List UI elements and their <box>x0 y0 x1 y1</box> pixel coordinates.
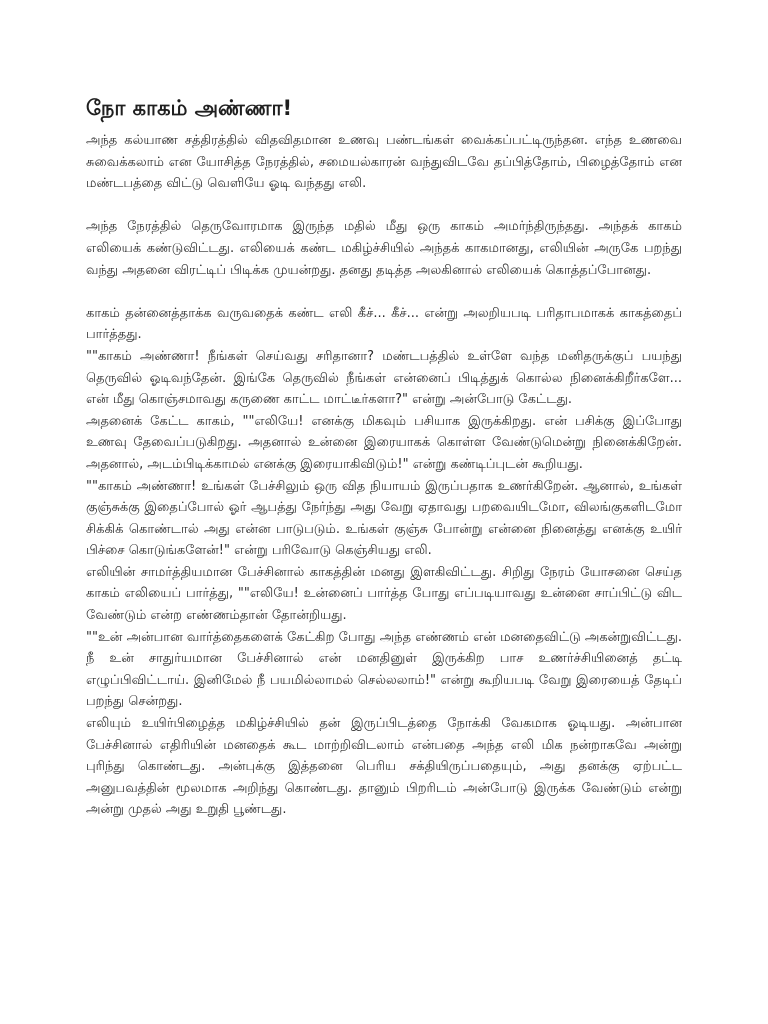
paragraph-3: காகம் தன்னைத்தாக்க வருவதைக் கண்ட எலி கீச்... கீச்... என்று அலறியபடி பரிதாபமாகக் காகத்தைப் பார்த்தது. <box>86 305 682 343</box>
paragraph-9: எலியும் உயிர்பிழைத்த மகிழ்ச்சியில் தன் இருப்பிடத்தை நோக்கி வேகமாக ஓடியது. அன்பான பேச்சினால் எதிரியின் மனதைக் கூட மாற்றிவிடலாம் என்பதை அந்த எலி மிக நன்றாகவே அன்று புரிந்து கொண்டது. அன்புக்கு இத்தனை பெரிய சக்தியிருப்பதையும், அது தனக்கு ஏற்பட்ட அனுபவத்தின் மூலமாக அறிந்து கொண்டது. தானும் பிறரிடம் அன்போடு இருக்க வேண்டும் என்று அன்று முதல் அது உறுதி பூண்டது. <box>86 716 682 818</box>
paragraph-2: அந்த நேரத்தில் தெருவோரமாக இருந்த மதில் மீது ஒரு காகம் அமர்ந்திருந்தது. அந்தக் காகம் எலியைக் கண்டுவிட்டது. எலியைக் கண்ட மகிழ்ச்சியில் அந்தக் காகமானது, எலியின் அருகே பறந்து வந்து அதனை விரட்டிப் பிடிக்க முயன்றது. தனது தடித்த அலகினால் எலியைக் கொத்தப்போனது. <box>86 219 682 278</box>
paragraph-5: அதனைக் கேட்ட காகம், ""எலியே! எனக்கு மிகவும் பசியாக இருக்கிறது. என் பசிக்கு இப்போது உணவு தேவைப்படுகிறது. அதனால் உன்னை இரையாகக் கொள்ள வேண்டுமென்று நினைக்கிறேன். அதனால், அடம்பிடிக்காமல் எனக்கு இரையாகிவிடும்!" என்று கண்டிப்புடன் கூறியது. <box>86 413 682 472</box>
paragraph-7: எலியின் சாமர்த்தியமான பேச்சினால் காகத்தின் மனது இளகிவிட்டது. சிறிது நேரம் யோசனை செய்த காகம் எலியைப் பார்த்து, ""எலியே! உன்னைப் பார்த்த போது எப்படியாவது உன்னை சாப்பிட்டு விட வேண்டும் என்ற எண்ணம்தான் தோன்றியது. <box>86 564 682 624</box>
paragraph-1: அந்த கல்யாண சத்திரத்தில் விதவிதமான உணவு பண்டங்கள் வைக்கப்பட்டிருந்தன. எந்த உணவை சுவைக்கலாம் என யோசித்த நேரத்தில், சமையல்காரன் வந்துவிடவே தப்பித்தோம், பிழைத்தோம் என மண்டபத்தை விட்டு வெளியே ஓடி வந்தது எலி. <box>86 133 682 192</box>
story-title: நோ காகம் அண்ணா! <box>86 96 293 120</box>
paragraph-6: ""காகம் அண்ணா! உங்கள் பேச்சிலும் ஒரு வித நியாயம் இருப்பதாக உணர்கிறேன். ஆனால், உங்கள் குஞ்சுக்கு இதைப்போல் ஓர் ஆபத்து நேர்ந்து அது வேறு ஏதாவது பறவையிடமோ, விலங்குகளிடமோ சிக்கிக் கொண்டால் அது என்ன பாடுபடும். உங்கள் குஞ்சு போன்று என்னை நினைத்து எனக்கு உயிர் பிச்சை கொடுங்களேன்!" என்று பரிவோடு கெஞ்சியது எலி. <box>86 478 682 559</box>
paragraph-8: ""உன் அன்பான வார்த்தைகளைக் கேட்கிற போது அந்த எண்ணம் என் மனதைவிட்டு அகன்றுவிட்டது. நீ உன் சாதுர்யமான பேச்சினால் என் மனதினுள் இருக்கிற பாச உணர்ச்சியினைத் தட்டி எழுப்பிவிட்டாய். இனிமேல் நீ பயமில்லாமல் செல்லலாம்!" என்று கூறியபடி வேறு இரையைத் தேடிப் பறந்து சென்றது. <box>86 629 682 710</box>
paragraph-4: ""காகம் அண்ணா! நீங்கள் செய்வது சரிதானா? மண்டபத்தில் உள்ளே வந்த மனிதருக்குப் பயந்து தெருவில் ஓடிவந்தேன். இங்கே தெருவில் நீங்கள் என்னைப் பிடித்துக் கொல்ல நினைக்கிறீர்களே... என் மீது கொஞ்சமாவது கருணை காட்ட மாட்டீர்களா?" என்று அன்போடு கேட்டது. <box>86 348 682 408</box>
